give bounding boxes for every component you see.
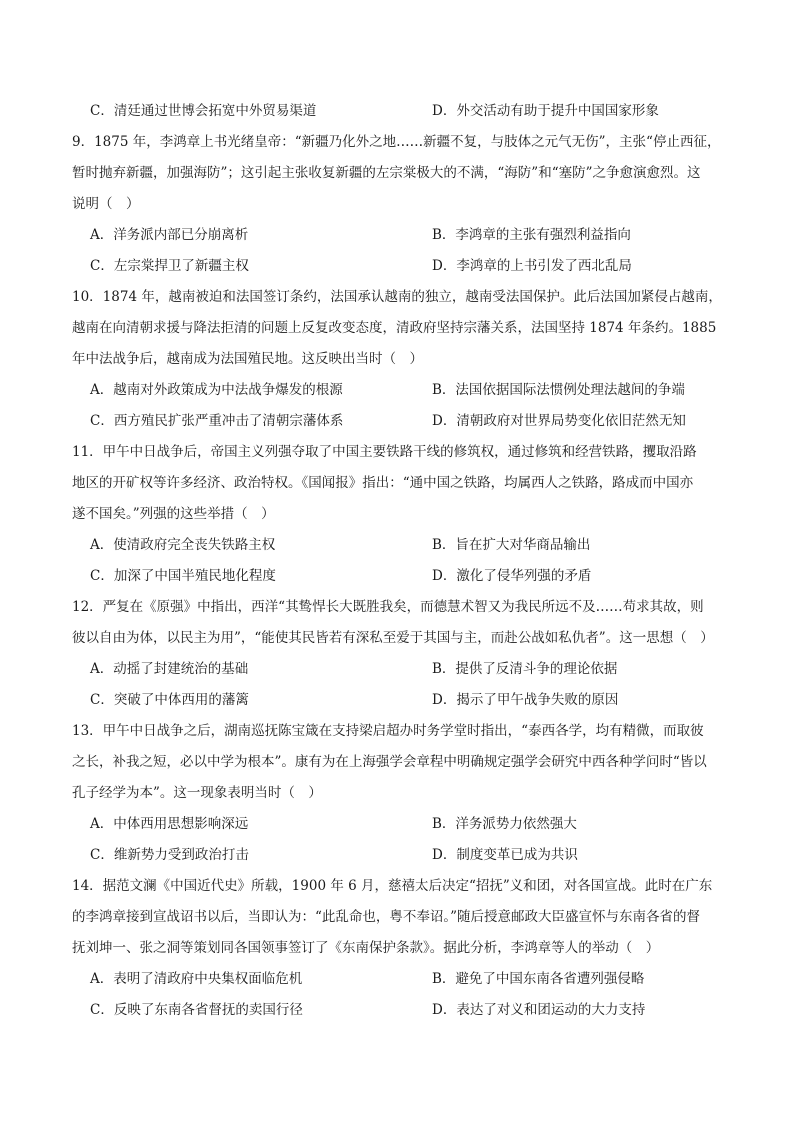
- q13-options-ab: [72, 809, 732, 840]
- q13-option-b[interactable]: B．洋务派势力依然强大: [432, 816, 577, 832]
- q8-option-d[interactable]: D．外交活动有助于提升中国国家形象: [432, 103, 659, 119]
- q9-options-ab: [72, 220, 732, 251]
- q11-option-a[interactable]: A．使清政府完全丧失铁路主权: [90, 537, 276, 553]
- q12-stem-line-2: 彼以自由为体，以民主为用”，“能使其民皆若有深私至爱于其国与主，而赴公战如私仇者”。这一思想（ ）: [72, 630, 714, 646]
- q12-option-b[interactable]: B．提供了反清斗争的理论依据: [432, 661, 618, 677]
- q14-stem-line-2: 的李鸿章接到宣战诏书以后，当即认为：“此乱命也，粤不奉诏。”随后授意邮政大臣盛宣怀与东南各省的督: [72, 909, 701, 925]
- q10-option-a[interactable]: A．越南对外政策成为中法战争爆发的根源: [90, 382, 343, 398]
- q14-option-d[interactable]: D．表达了对义和团运动的大力支持: [432, 1002, 646, 1018]
- q12-option-d[interactable]: D．揭示了甲午战争失败的原因: [432, 692, 619, 708]
- q11-option-c[interactable]: C．加深了中国半殖民地化程度: [90, 568, 276, 584]
- q9-option-b[interactable]: B．李鸿章的主张有强烈利益指向: [432, 227, 631, 243]
- q10-stem-line-2: 越南在向清朝求援与降法拒清的问题上反复改变态度，清政府坚持宗藩关系，法国坚持 1874 年条约。1885: [72, 320, 717, 336]
- q11-options-cd: [72, 561, 732, 592]
- q14-stem-line-1: 14．据范文澜《中国近代史》所载，1900 年 6 月，慈禧太后决定“招抚”义和团，对各国宣战。此时在广东: [72, 878, 713, 894]
- q9-stem-line-1: 9．1875 年，李鸿章上书光绪皇帝：“新疆乃化外之地……新疆不复，与肢体之元气无伤”，主张“停止西征，: [72, 134, 721, 150]
- q13-stem-line-3: 孔子经学为本”。这一现象表明当时（ ）: [72, 785, 322, 801]
- q10-options-cd: [72, 406, 732, 437]
- q9-option-c[interactable]: C．左宗棠捍卫了新疆主权: [90, 258, 249, 274]
- q8-option-c[interactable]: C．清廷通过世博会拓宽中外贸易渠道: [90, 103, 317, 119]
- q9-stem-line-3: 说明（ ）: [72, 196, 140, 212]
- q13-stem-line-2: 之长，补我之短，必以中学为根本”。康有为在上海强学会章程中明确规定强学会研究中西各种学问时“皆以: [72, 754, 707, 770]
- q10-stem-line-3: 年中法战争后，越南成为法国殖民地。这反映出当时（ ）: [72, 351, 423, 367]
- question-10: [72, 282, 732, 437]
- q14-options-cd: [72, 995, 732, 1026]
- q12-option-a[interactable]: A．动摇了封建统治的基础: [90, 661, 249, 677]
- q11-options-ab: [72, 530, 732, 561]
- q13-stem-line-1: 13．甲午中日战争之后，湖南巡抚陈宝箴在支持梁启超办时务学堂时指出，“泰西各学，均有精微，而取彼: [72, 723, 704, 739]
- q11-stem-line-1: 11．甲午中日战争后，帝国主义列强夺取了中国主要铁路干线的修筑权，通过修筑和经营铁路，攫取沿路: [72, 444, 697, 460]
- question-13: [72, 716, 732, 871]
- q10-option-c[interactable]: C．西方殖民扩张严重冲击了清朝宗藩体系: [90, 413, 344, 429]
- q14-option-b[interactable]: B．避免了中国东南各省遭列强侵略: [432, 971, 645, 987]
- q10-options-ab: [72, 375, 732, 406]
- q13-options-cd: [72, 840, 732, 871]
- q13-option-d[interactable]: D．制度变革已成为共识: [432, 847, 578, 863]
- question-9: [72, 127, 732, 282]
- q14-options-ab: [72, 964, 732, 995]
- q12-options-ab: [72, 654, 732, 685]
- q9-options-cd: [72, 251, 732, 282]
- q9-stem-line-2: 暂时抛弃新疆，加强海防”；这引起主张收复新疆的左宗棠极大的不满，“海防”和“塞防”之争愈演愈烈。这: [72, 165, 701, 181]
- q11-stem-line-3: 遂不国矣。”列强的这些举措（ ）: [72, 506, 275, 522]
- q14-option-a[interactable]: A．表明了清政府中央集权面临危机: [90, 971, 303, 987]
- q9-option-a[interactable]: A．洋务派内部已分崩离析: [90, 227, 249, 243]
- q8-options-cd: [72, 96, 732, 127]
- q10-stem-line-1: 10．1874 年，越南被迫和法国签订条约，法国承认越南的独立，越南受法国保护。此后法国加紧侵占越南，: [72, 289, 722, 305]
- q11-option-b[interactable]: B．旨在扩大对华商品输出: [432, 537, 591, 553]
- question-14: [72, 871, 732, 1026]
- q12-option-c[interactable]: C．突破了中体西用的藩篱: [90, 692, 249, 708]
- question-12: [72, 592, 732, 716]
- q10-option-b[interactable]: B．法国依据国际法惯例处理法越间的争端: [432, 382, 685, 398]
- q11-stem-line-2: 地区的开矿权等许多经济、政治特权。《国闻报》指出：“通中国之铁路，均属西人之铁路，路成而中国亦: [72, 475, 694, 491]
- q14-option-c[interactable]: C．反映了东南各省督抚的卖国行径: [90, 1002, 303, 1018]
- exam-page: [72, 96, 732, 1026]
- q12-stem-line-1: 12．严复在《原强》中指出，西洋“其鸷悍长大既胜我矣，而德慧术智又为我民所远不及……苟求其故，则: [72, 599, 704, 615]
- q13-option-c[interactable]: C．维新势力受到政治打击: [90, 847, 249, 863]
- q12-options-cd: [72, 685, 732, 716]
- q10-option-d[interactable]: D．清朝政府对世界局势变化依旧茫然无知: [432, 413, 686, 429]
- q9-option-d[interactable]: D．李鸿章的上书引发了西北乱局: [432, 258, 632, 274]
- question-11: [72, 437, 732, 592]
- q14-stem-line-3: 抚刘坤一、张之洞等策划同各国领事签订了《东南保护条款》。据此分析，李鸿章等人的举动（ ）: [72, 940, 660, 956]
- q13-option-a[interactable]: A．中体西用思想影响深远: [90, 816, 249, 832]
- q11-option-d[interactable]: D．激化了侵华列强的矛盾: [432, 568, 592, 584]
